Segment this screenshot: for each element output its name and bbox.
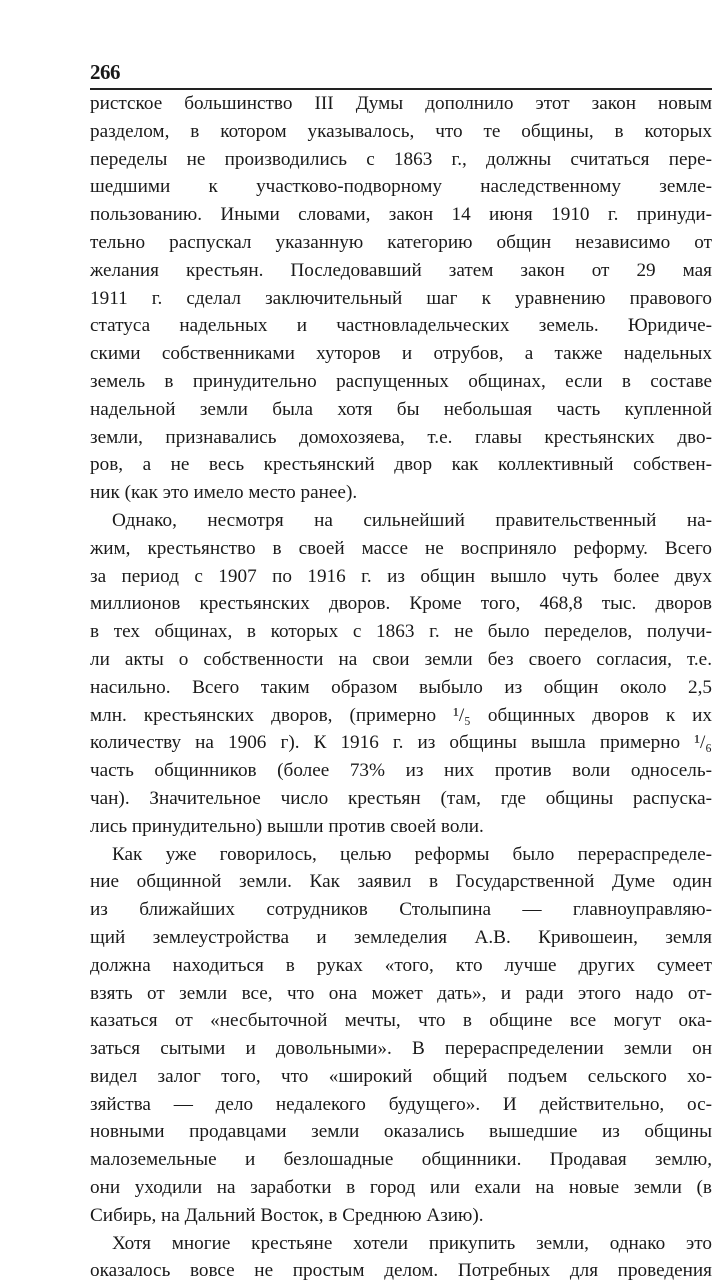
text-line: должна находиться в руках «того, кто лучше других сумеет (90, 954, 712, 976)
text-line: новными продавцами земли оказались вышедшие из общины (90, 1121, 712, 1143)
text-line: в тех общинах, в которых с 1863 г. не было переделов, получи- (90, 621, 712, 643)
text-line: лись принудительно) вышли против своей воли. (90, 815, 484, 837)
text-line: земли, признавались домохозяева, т.е. главы крестьянских дво- (90, 426, 712, 448)
text-line: ров, а не весь крестьянский двор как коллективный собствен- (90, 454, 712, 476)
body-text (90, 90, 712, 1285)
text-line: статуса надельных и частновладельческих земель. Юридиче- (90, 315, 712, 337)
text-line: ристское большинство III Думы дополнило этот закон новым (90, 93, 712, 114)
text-line: пользованию. Иными словами, закон 14 июня 1910 г. принуди- (90, 204, 712, 226)
text-line: взять от земли все, что она может дать», и ради этого надо от- (90, 982, 712, 1004)
text-line: они уходили на заработки в город или ехали на новые земли (в (90, 1177, 712, 1199)
paragraph (90, 841, 712, 1230)
paragraph (90, 90, 712, 507)
text-line: из ближайших сотрудников Столыпина — главноуправляю- (90, 899, 712, 921)
text-line: ли акты о собственности на свои земли без своего согласия, т.е. (90, 648, 712, 670)
text-line: видел залог того, что «широкий общий подъем сельского хо- (90, 1065, 712, 1087)
text-line: Однако, несмотря на сильнейший правительственный на- (112, 509, 712, 531)
text-line: чан). Значительное число крестьян (там, где общины распуска- (90, 787, 712, 809)
text-line: насильно. Всего таким образом выбыло из общин около 2,5 (90, 676, 712, 698)
text-line: ник (как это имело место ранее). (90, 482, 358, 504)
text-line: зяйства — дело недалекого будущего». И действительно, ос- (90, 1093, 712, 1115)
text-line: разделом, в котором указывалось, что те общины, в которых (90, 120, 712, 142)
text-line: оказалось вовсе не простым делом. Потребных для проведения (90, 1260, 712, 1282)
text-line: скими собственниками хуторов и отрубов, а также надельных (90, 343, 712, 365)
text-line: надельной земли была хотя бы небольшая часть купленной (90, 398, 712, 420)
text-line: Как уже говорилось, целью реформы было перераспределе- (112, 843, 712, 865)
page-number: 266 (90, 60, 120, 84)
text-line: переделы не производились с 1863 г., должны считаться пере- (90, 148, 712, 170)
text-line: казаться от «несбыточной мечты, что в общине все могут ока- (90, 1010, 712, 1032)
text-line: миллионов крестьянских дворов. Кроме того, 468,8 тыс. дворов (90, 593, 712, 615)
text-line: ние общинной земли. Как заявил в Государственной Думе один (90, 871, 712, 893)
text-line: щий землеустройства и земледелия А.В. Кривошеин, земля (90, 926, 712, 948)
text-line: шедшими к участково-подворному наследственному земле- (90, 176, 712, 198)
paragraph (90, 1230, 712, 1285)
text-line: желания крестьян. Последовавший затем закон от 29 мая (90, 259, 712, 281)
text-line: 1911 г. сделал заключительный шаг к уравнению правового (90, 287, 712, 309)
text-line: тельно распускал указанную категорию общин независимо от (90, 231, 712, 253)
text-line: жим, крестьянство в своей массе не восприняло реформу. Всего (90, 537, 712, 559)
text-line: млн. крестьянских дворов, (примерно ¹/₅ общинных дворов к их (90, 704, 712, 726)
text-line: часть общинников (более 73% из них против воли односель- (90, 760, 712, 782)
text-line: Хотя многие крестьяне хотели прикупить земли, однако это (112, 1232, 712, 1254)
text-line: количеству на 1906 г). К 1916 г. из общины вышла примерно ¹/₆ (90, 732, 712, 754)
text-line: земель в принудительно распущенных общинах, если в составе (90, 370, 712, 392)
paragraph (90, 507, 712, 841)
text-line: за период с 1907 по 1916 г. из общин вышло чуть более двух (90, 565, 712, 587)
text-line: заться сытыми и довольными». В перераспределении земли он (90, 1038, 712, 1060)
text-line: малоземельные и безлошадные общинники. Продавая землю, (90, 1149, 712, 1171)
text-line: Сибирь, на Дальний Восток, в Среднюю Азию). (90, 1204, 484, 1226)
